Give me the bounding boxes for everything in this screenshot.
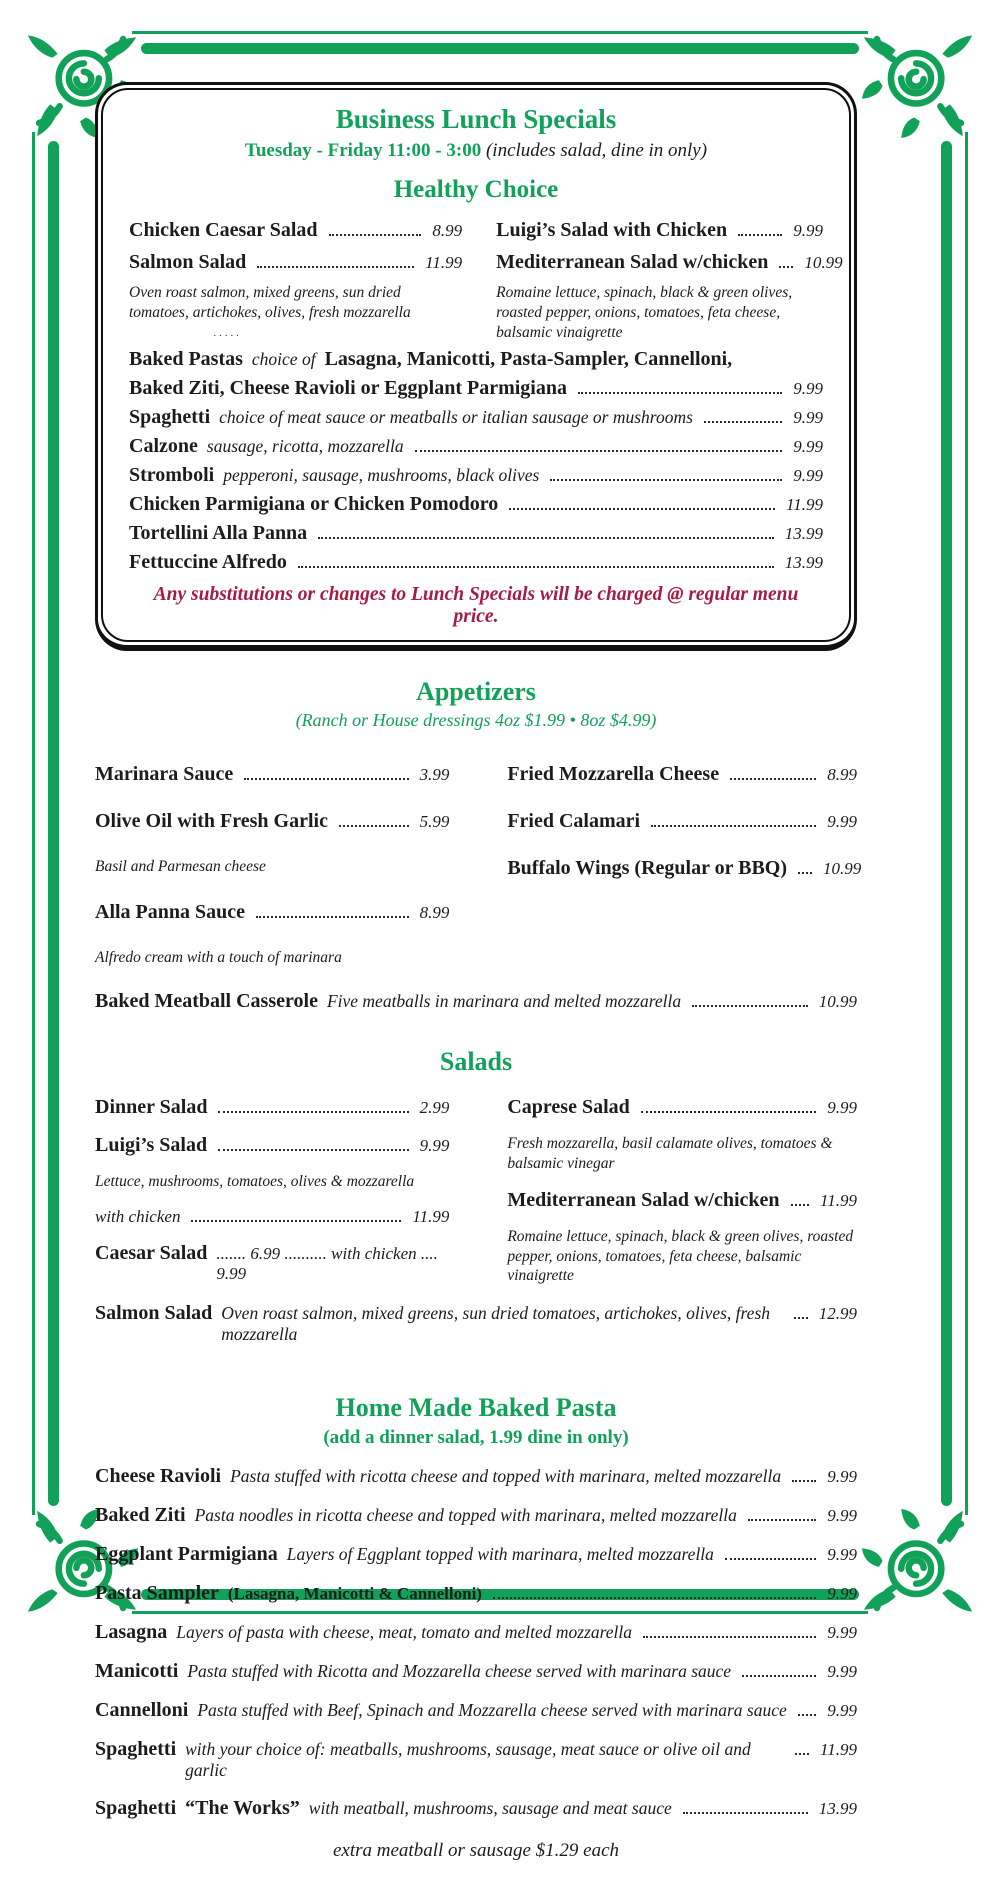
item-name: Pasta Sampler <box>95 1582 219 1605</box>
item-price: 9.99 <box>827 1545 857 1565</box>
dotted-leader <box>742 1675 816 1677</box>
item-price: 3.99 <box>419 765 450 785</box>
frame-left-thick-bar <box>48 141 59 1506</box>
item-name: Baked Pastas <box>129 348 243 371</box>
dotted-leader <box>339 825 409 827</box>
item-description: sausage, ricotta, mozzarella <box>206 436 404 457</box>
dotted-leader <box>550 479 782 481</box>
item-name: Salmon Salad <box>95 1302 213 1325</box>
dotted-leader <box>641 1111 816 1113</box>
item-name: Lasagna, Manicotti, Pasta-Sampler, Cannelloni, <box>324 348 733 371</box>
item-description: Pasta stuffed with ricotta cheese and topped with marinara, melted mozzarella <box>230 1466 782 1487</box>
menu-item <box>95 1582 857 1605</box>
appetizers-heading: Appetizers <box>416 677 536 707</box>
menu-item <box>129 406 823 429</box>
item-name: Baked Meatball Casserole <box>95 990 318 1013</box>
dotted-leader <box>415 450 783 452</box>
rose-corner-ornament-icon <box>862 26 974 138</box>
item-description: Five meatballs in marinara and melted mozzarella <box>326 991 682 1012</box>
dotted-leader <box>493 1597 816 1599</box>
frame-left-thin-line <box>32 132 35 1515</box>
appetizers-wide-items <box>95 990 857 1013</box>
item-name: Luigi’s Salad with Chicken <box>496 219 728 241</box>
dotted-leader <box>730 778 816 780</box>
menu-item <box>95 1172 449 1192</box>
item-description: Romaine lettuce, spinach, black & green olives, roasted pepper, onions, tomatoes, feta cheese, balsamic vinaigrette <box>507 1227 854 1285</box>
dotted-leader <box>191 1220 401 1222</box>
item-price: 10.99 <box>804 253 843 272</box>
salads-heading: Salads <box>439 1047 513 1077</box>
frame-top-thick-bar <box>141 43 859 54</box>
lunch-hours <box>129 140 823 162</box>
item-name: Olive Oil with Fresh Garlic <box>95 810 328 833</box>
rose-corner-ornament-icon <box>862 1509 974 1621</box>
dotted-leader <box>692 1005 808 1007</box>
item-description: with meatball, mushrooms, sausage and meat sauce <box>308 1798 672 1819</box>
menu-item <box>129 435 823 458</box>
menu-item <box>507 1096 857 1119</box>
item-name: Lasagna <box>95 1621 168 1644</box>
dotted-leader <box>798 872 812 874</box>
menu-item <box>95 1738 857 1781</box>
extra-meatball-note: extra meatball or sausage $1.29 each <box>332 1840 619 1862</box>
item-price: 9.99 <box>419 1136 450 1156</box>
item-price: 10.99 <box>823 859 862 879</box>
salads-section <box>95 1047 857 1345</box>
dotted-leader <box>244 778 408 780</box>
menu-item <box>496 283 823 342</box>
dotted-leader <box>329 234 422 236</box>
item-name: Baked Ziti, Cheese Ravioli or Eggplant Parmigiana <box>129 377 567 400</box>
salads-wide-items <box>95 1302 857 1345</box>
menu-item <box>95 763 449 786</box>
lunch-title: Business Lunch Specials <box>335 104 617 134</box>
menu-item <box>95 1134 449 1157</box>
item-price: 11.99 <box>425 253 463 272</box>
lunch-hours-days: Tuesday - Friday 11:00 - 3:00 <box>244 140 482 161</box>
item-name: Chicken Caesar Salad <box>129 219 318 241</box>
dotted-leader <box>218 1111 408 1113</box>
dotted-leader <box>318 537 774 539</box>
item-name: Spaghetti <box>129 406 211 429</box>
dotted-leader <box>795 1753 809 1755</box>
menu-item <box>507 857 862 880</box>
menu-item <box>95 1621 857 1644</box>
menu-item <box>507 1189 857 1212</box>
item-price: 9.99 <box>793 379 823 399</box>
item-name: Marinara Sauce <box>95 763 234 786</box>
menu-item <box>95 1207 449 1227</box>
baked-pasta-section <box>95 1393 857 1862</box>
appetizers-left-column <box>95 739 449 968</box>
item-name: Buffalo Wings (Regular or BBQ) <box>507 857 787 880</box>
dotted-leader <box>792 1480 816 1482</box>
lunch-substitution-note: Any substitutions or changes to Lunch Specials will be charged @ regular menu price. <box>153 584 799 628</box>
salads-columns <box>95 1081 857 1286</box>
menu-item <box>129 551 823 574</box>
menu-item <box>129 377 823 400</box>
baked-pasta-items <box>95 1465 857 1820</box>
menu-item <box>95 1543 857 1566</box>
frame-right-thin-line <box>965 132 968 1515</box>
menu-item <box>129 348 823 371</box>
item-description: Layers of Eggplant topped with marinara, melted mozzarella <box>286 1544 714 1565</box>
menu-item <box>95 1242 449 1284</box>
item-name: Cheese Ravioli <box>95 1465 222 1488</box>
salads-right-column <box>449 1081 857 1286</box>
menu-item <box>95 1797 857 1820</box>
item-name: Mediterranean Salad w/chicken <box>507 1188 780 1211</box>
item-name: Salmon Salad <box>129 251 247 273</box>
item-name: Baked Ziti <box>95 1504 186 1527</box>
item-name: Chicken Parmigiana or Chicken Pomodoro <box>129 493 499 516</box>
lunch-hours-note: (includes salad, dine in only) <box>485 140 708 161</box>
item-description: with chicken <box>95 1206 181 1226</box>
healthy-choice-heading: Healthy Choice <box>393 176 559 203</box>
item-description: Oven roast salmon, mixed greens, sun dried tomatoes, artichokes, olives, fresh mozzarella <box>221 1303 771 1345</box>
item-price: 11.99 <box>412 1206 450 1226</box>
item-description: choice of <box>251 349 316 370</box>
item-price: 11.99 <box>820 1740 857 1760</box>
item-description: choice of meat sauce or meatballs or italian sausage or mushrooms <box>219 407 693 428</box>
item-price: 13.99 <box>784 524 823 544</box>
item-name: Stromboli <box>129 464 215 487</box>
item-name: Cannelloni <box>95 1699 189 1722</box>
menu-item <box>95 857 449 877</box>
frame-right-thick-bar <box>941 141 952 1506</box>
item-price: 9.99 <box>793 408 823 428</box>
item-description: Oven roast salmon, mixed greens, sun dried tomatoes, artichokes, olives, fresh mozzarella <box>129 284 411 321</box>
item-price: 12.99 <box>818 1304 857 1324</box>
menu-item <box>95 1660 857 1683</box>
item-description: Alfredo cream with a touch of marinara <box>95 949 342 967</box>
item-description: Pasta noodles in ricotta cheese and topped with marinara, melted mozzarella <box>194 1505 737 1526</box>
menu-item <box>507 763 857 786</box>
dotted-leader <box>218 1149 408 1151</box>
item-name: Mediterranean Salad w/chicken <box>496 251 769 273</box>
baked-pasta-heading: Home Made Baked Pasta <box>335 1393 617 1423</box>
salads-left-column <box>95 1081 449 1284</box>
appetizers-columns <box>95 739 862 968</box>
item-price: 11.99 <box>786 495 823 515</box>
dotted-leader <box>683 1812 808 1814</box>
menu-item <box>496 251 843 274</box>
item-description: Fresh mozzarella, basil calamate olives, tomatoes & balsamic vinegar <box>507 1135 833 1172</box>
item-name: Alla Panna Sauce <box>95 901 246 924</box>
appetizers-dressings-note: (Ranch or House dressings 4oz $1.99 • 8oz $4.99) <box>295 710 657 731</box>
dotted-leader <box>509 508 775 510</box>
item-price: 13.99 <box>818 1799 857 1819</box>
item-name: Dinner Salad <box>95 1096 208 1119</box>
item-price: 2.99 <box>419 1098 450 1118</box>
item-name: Caprese Salad <box>507 1096 630 1119</box>
item-description: Pasta stuffed with Ricotta and Mozzarella cheese served with marinara sauce <box>187 1661 732 1682</box>
dotted-leader <box>578 392 782 394</box>
menu-item <box>507 1134 857 1174</box>
item-price: 9.99 <box>827 1701 857 1721</box>
menu-item <box>95 1302 857 1345</box>
menu-item <box>129 251 462 274</box>
dotted-leader <box>779 266 793 268</box>
item-name: Luigi’s Salad <box>95 1134 208 1157</box>
item-price: 9.99 <box>793 437 823 457</box>
dotted-leader <box>725 1558 816 1560</box>
item-price: 9.99 <box>827 1098 857 1118</box>
dotted-leader <box>798 1714 816 1716</box>
item-price: 9.99 <box>827 1467 857 1487</box>
item-name: Fried Mozzarella Cheese <box>507 763 720 786</box>
menu-item <box>129 493 823 516</box>
item-description: Layers of pasta with cheese, meat, tomato and melted mozzarella <box>176 1622 633 1643</box>
lunch-columns <box>129 210 843 342</box>
print-artifact-dots: ····· <box>213 330 242 342</box>
menu-item <box>507 810 857 833</box>
dotted-leader <box>643 1636 816 1638</box>
item-price: 10.99 <box>818 992 857 1012</box>
menu-item <box>95 1465 857 1488</box>
menu-item <box>95 810 449 833</box>
business-lunch-specials-inner <box>101 88 851 642</box>
menu-item <box>95 901 449 924</box>
item-price: 9.99 <box>827 1584 857 1604</box>
appetizers-section <box>95 677 862 1013</box>
item-price: 13.99 <box>784 553 823 573</box>
dotted-leader <box>748 1519 816 1521</box>
item-name: Spaghetti <box>95 1797 177 1820</box>
lunch-wide-items <box>129 348 823 574</box>
dotted-leader <box>794 1317 808 1319</box>
frame-top-thin-line <box>132 31 868 34</box>
menu-item <box>95 948 449 968</box>
item-description: with your choice of: meatballs, mushrooms, sausage, meat sauce or olive oil and garlic <box>185 1739 751 1781</box>
item-name: Fried Calamari <box>507 810 641 833</box>
baked-pasta-salad-note: (add a dinner salad, 1.99 dine in only) <box>323 1427 629 1449</box>
item-name: Manicotti <box>95 1660 179 1683</box>
item-price: 8.99 <box>827 765 857 785</box>
item-price: 9.99 <box>827 1506 857 1526</box>
item-price: 9.99 <box>827 1662 857 1682</box>
menu-item <box>129 219 462 242</box>
item-name: Caesar Salad <box>95 1241 208 1264</box>
menu-item <box>95 1504 857 1527</box>
lunch-left-column <box>129 210 462 323</box>
item-price: 5.99 <box>419 812 450 832</box>
menu-item <box>95 990 857 1013</box>
menu-item <box>129 283 462 323</box>
item-price: 9.99 <box>827 1623 857 1643</box>
item-price: 9.99 <box>793 221 823 240</box>
item-price: 8.99 <box>432 221 463 240</box>
item-description: Romaine lettuce, spinach, black & green olives, roasted pepper, onions, tomatoes, feta cheese, balsamic vinaigrette <box>496 284 793 341</box>
lunch-right-column <box>462 210 843 342</box>
dotted-leader <box>257 266 414 268</box>
dotted-leader <box>298 566 774 568</box>
item-description: Lettuce, mushrooms, tomatoes, olives & mozzarella <box>95 1173 415 1191</box>
appetizers-right-column <box>449 739 862 880</box>
item-description: Pasta stuffed with Beef, Spinach and Mozzarella cheese served with marinara sauce <box>197 1700 787 1721</box>
menu-item <box>95 1096 449 1119</box>
item-name: Calzone <box>129 435 198 458</box>
business-lunch-specials-box <box>95 82 857 651</box>
menu-item <box>129 522 823 545</box>
dotted-leader <box>704 421 782 423</box>
item-description: (Lasagna, Manicotti & Cannelloni) <box>227 1584 482 1604</box>
dotted-leader <box>738 234 782 236</box>
dotted-leader <box>256 916 409 918</box>
menu-item <box>129 464 823 487</box>
item-price: 9.99 <box>827 812 857 832</box>
item-description: ....... 6.99 .......... with chicken .... 9.99 <box>216 1243 438 1283</box>
item-description: Basil and Parmesan cheese <box>95 858 266 876</box>
item-name: “The Works” <box>185 1797 300 1820</box>
dotted-leader <box>651 825 816 827</box>
dotted-leader <box>791 1204 809 1206</box>
item-price: 8.99 <box>419 903 450 923</box>
item-price: 11.99 <box>819 1190 857 1210</box>
item-price: 9.99 <box>793 466 823 486</box>
menu-item <box>507 1227 857 1286</box>
item-name: Tortellini Alla Panna <box>129 522 308 545</box>
menu-content <box>95 82 862 1881</box>
menu-item <box>95 1699 857 1722</box>
item-name: Eggplant Parmigiana <box>95 1543 278 1566</box>
item-name: Fettuccine Alfredo <box>129 551 287 574</box>
item-name: Spaghetti <box>95 1738 177 1761</box>
item-description: pepperoni, sausage, mushrooms, black olives <box>223 465 540 486</box>
menu-item <box>496 219 823 242</box>
